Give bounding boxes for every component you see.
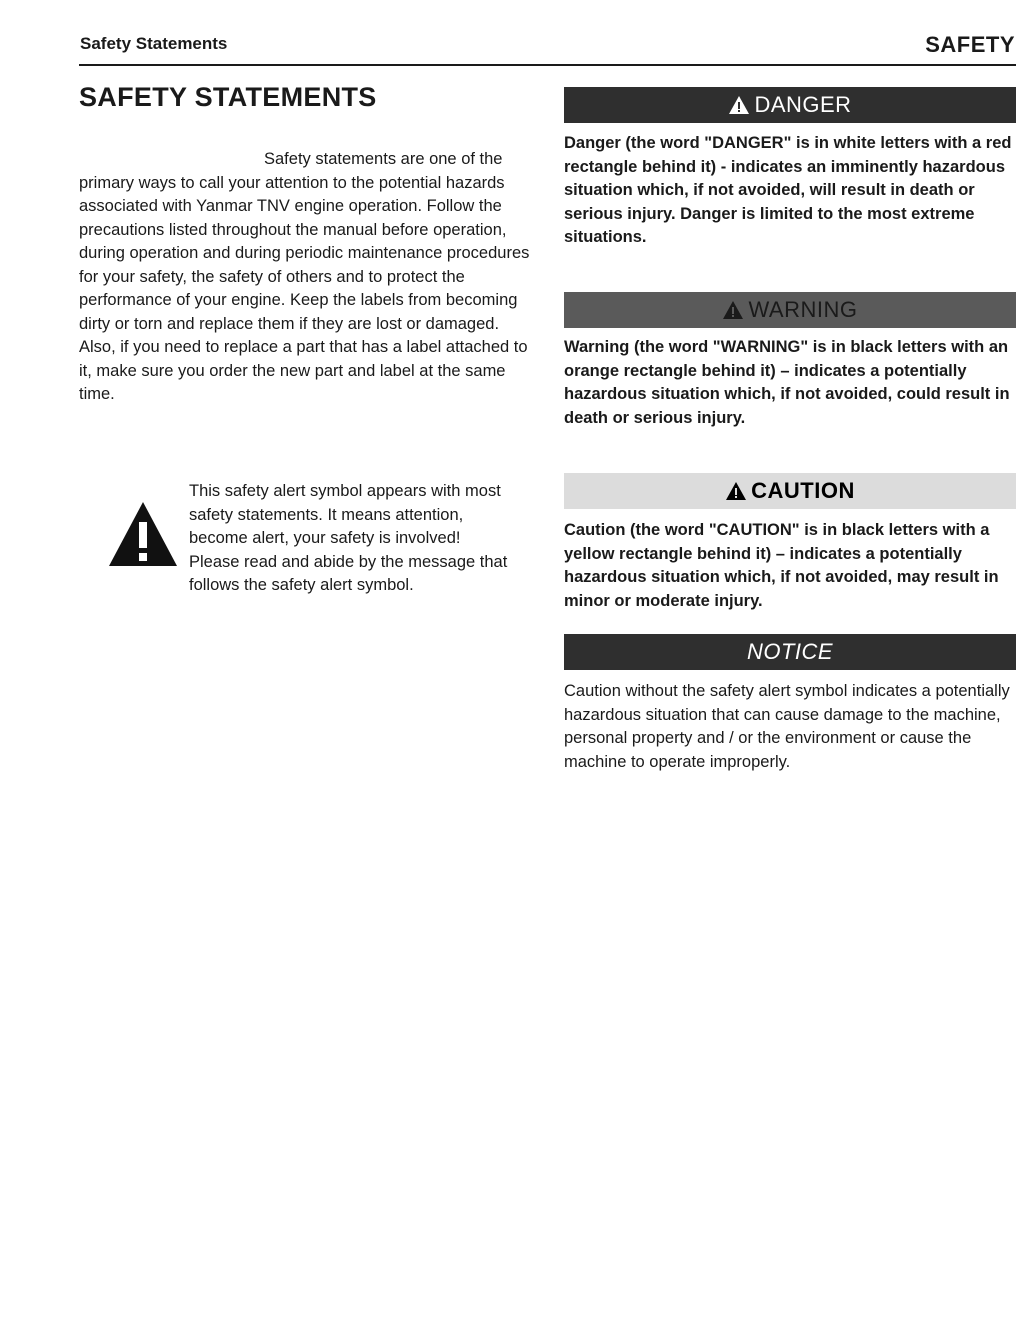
notice-description: Caution without the safety alert symbol indicates a potentially hazardous situation that can cause damage to the machine, personal property and / or the environment or cause the machine to operate improperly. [564,682,1010,771]
danger-description: Danger (the word "DANGER" is in white letters with a red rectangle behind it) - indicates an imminently hazardous situation which, if not avoided, will result in death or serious injury. Danger is limited to the most extreme situations. [564,134,1012,246]
warning-triangle-icon [725,481,747,501]
header-divider [79,64,1016,66]
warning-triangle-icon [107,500,179,568]
running-header-chapter: SAFETY [925,32,1015,57]
warning-banner [564,292,1016,328]
alert-symbol-description: This safety alert symbol appears with most safety statements. It means attention, become alert, your safety is involved! Please read and abide by the message that follows the safety alert symbol. [189,482,508,594]
notice-word: NOTICE [746,639,834,664]
danger-banner [564,87,1016,123]
running-header-section: Safety Statements [80,34,228,53]
caution-word: CAUTION [751,478,855,503]
page-title: SAFETY STATEMENTS [79,82,377,112]
intro-paragraph: Safety statements are one of the primary ways to call your attention to the potential hazards associated with Yanmar TNV engine operation. Follow the precautions listed throughout the manual before operation, during operation and during periodic maintenance procedures for your safety, the safety of others and to protect the performance of your engine. Keep the labels from becoming dirty or torn and replace them if they are lost or damaged. Also, if you need to replace a part that has a label attached to it, make sure you order the new part and label at the same time. [79,150,530,403]
notice-banner [564,634,1016,670]
danger-word: DANGER [754,92,852,117]
warning-word: WARNING [748,297,858,322]
warning-triangle-icon [728,95,750,115]
warning-triangle-icon [722,300,744,320]
warning-description: Warning (the word "WARNING" is in black letters with an orange rectangle behind it) – indicates a potentially hazardous situation which, if not avoided, could result in death or serious injury. [564,338,1010,427]
caution-description: Caution (the word "CAUTION" is in black letters with a yellow rectangle behind it) – indicates a potentially hazardous situation which, if not avoided, may result in minor or moderate injury. [564,521,999,610]
caution-banner [564,473,1016,509]
